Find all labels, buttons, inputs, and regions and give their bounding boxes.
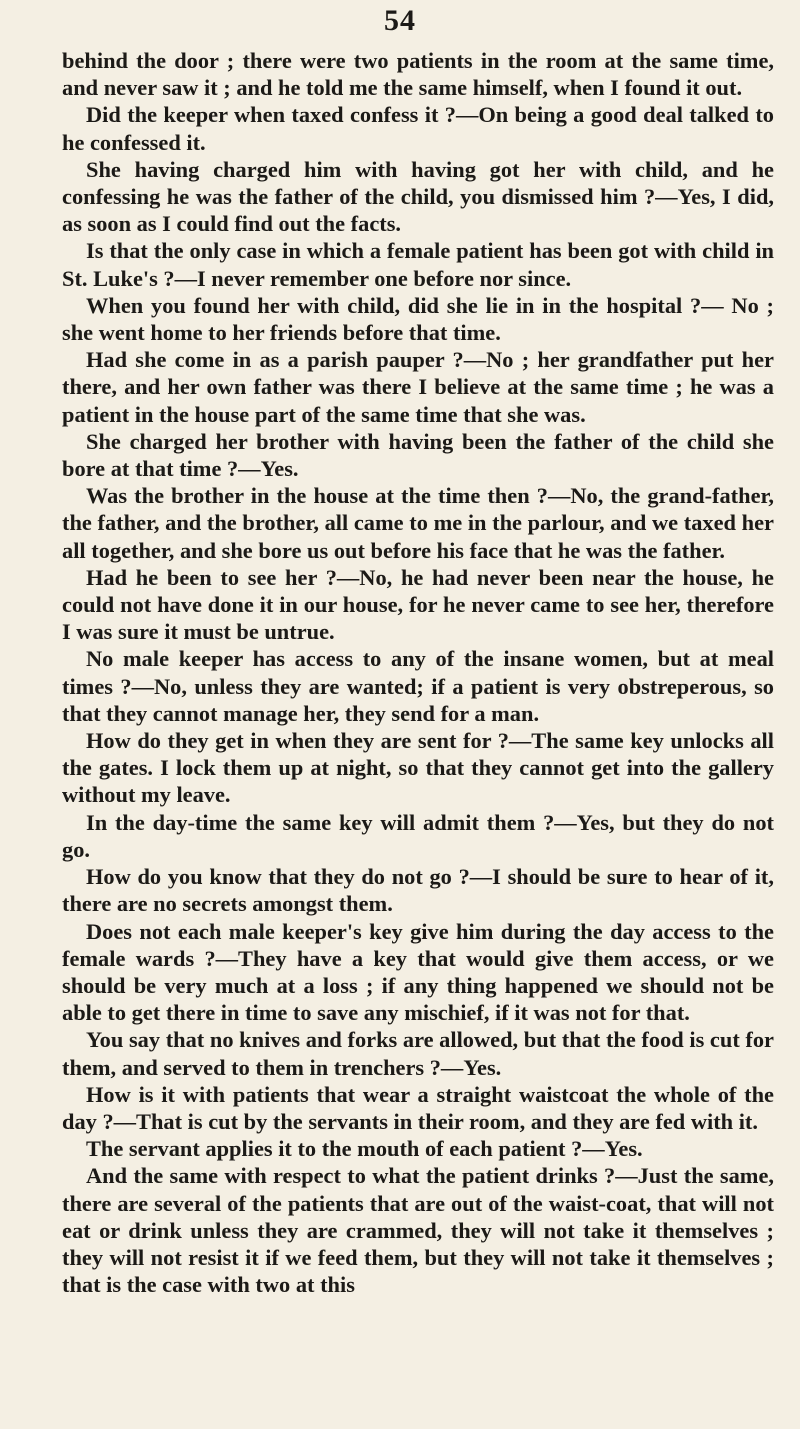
paragraph: How do they get in when they are sent for ?—The same key unlocks all the gates. I lock them up at night, so that they cannot get into the gallery without my leave. bbox=[62, 728, 774, 808]
page-number: 54 bbox=[384, 4, 416, 37]
paragraph: No male keeper has access to any of the insane women, but at meal times ?—No, unless they are wanted; if a patient is very obstreperous, so that they cannot manage her, they send for a man. bbox=[62, 646, 774, 726]
paragraph: Had she come in as a parish pauper ?—No ; her grandfather put her there, and her own father was there I believe at the same time ; he was a patient in the house part of the same time that she was. bbox=[62, 347, 774, 427]
paragraph: And the same with respect to what the patient drinks ?—Just the same, there are several of the patients that are out of the waist-coat, that will not eat or drink unless they are crammed, they will not take it themselves ; they will not resist it if we feed them, but they will not take it themselves ; that is the case with two at this bbox=[62, 1163, 774, 1298]
paragraph: Does not each male keeper's key give him during the day access to the female wards ?—They have a key that would give them access, or we should be very much at a loss ; if any thing happened we should not be able to get there in time to save any mischief, if it was not for that. bbox=[62, 918, 774, 1026]
paragraph: The servant applies it to the mouth of each patient ?—Yes. bbox=[86, 1136, 643, 1162]
paragraph: How is it with patients that wear a straight waistcoat the whole of the day ?—That is cut by the servants in their room, and they are fed with it. bbox=[62, 1081, 774, 1134]
paragraph: Is that the only case in which a female patient has been got with child in St. Luke's ?—I never remember one before nor since. bbox=[62, 238, 774, 291]
paragraph: How do you know that they do not go ?—I should be sure to hear of it, there are no secrets amongst them. bbox=[62, 864, 774, 917]
paragraph: Did the keeper when taxed confess it ?—On being a good deal talked to he confessed it. bbox=[62, 102, 774, 155]
paragraph: behind the door ; there were two patients in the room at the same time, and never saw it ; and he told me the same himself, when I found it out. bbox=[62, 48, 774, 101]
paragraph: She having charged him with having got her with child, and he confessing he was the father of the child, you dismissed him ?—Yes, I did, as soon as I could find out the facts. bbox=[62, 156, 774, 237]
paragraph: Had he been to see her ?—No, he had never been near the house, he could not have done it in our house, for he never came to see her, therefore I was sure it must be untrue. bbox=[62, 564, 774, 645]
paragraph: She charged her brother with having been the father of the child she bore at that time ?—Yes. bbox=[62, 428, 774, 482]
paragraph: Was the brother in the house at the time then ?—No, the grand-father, the father, and the brother, all came to me in the parlour, and we taxed her all together, and she bore us out before his face that he was the father. bbox=[62, 483, 774, 563]
paragraph: In the day-time the same key will admit them ?—Yes, but they do not go. bbox=[62, 809, 774, 862]
body-text bbox=[62, 47, 774, 1298]
paragraph: When you found her with child, did she lie in in the hospital ?— No ; she went home to her friends before that time. bbox=[62, 292, 774, 346]
paragraph: You say that no knives and forks are allowed, but that the food is cut for them, and served to them in trenchers ?—Yes. bbox=[62, 1027, 774, 1080]
